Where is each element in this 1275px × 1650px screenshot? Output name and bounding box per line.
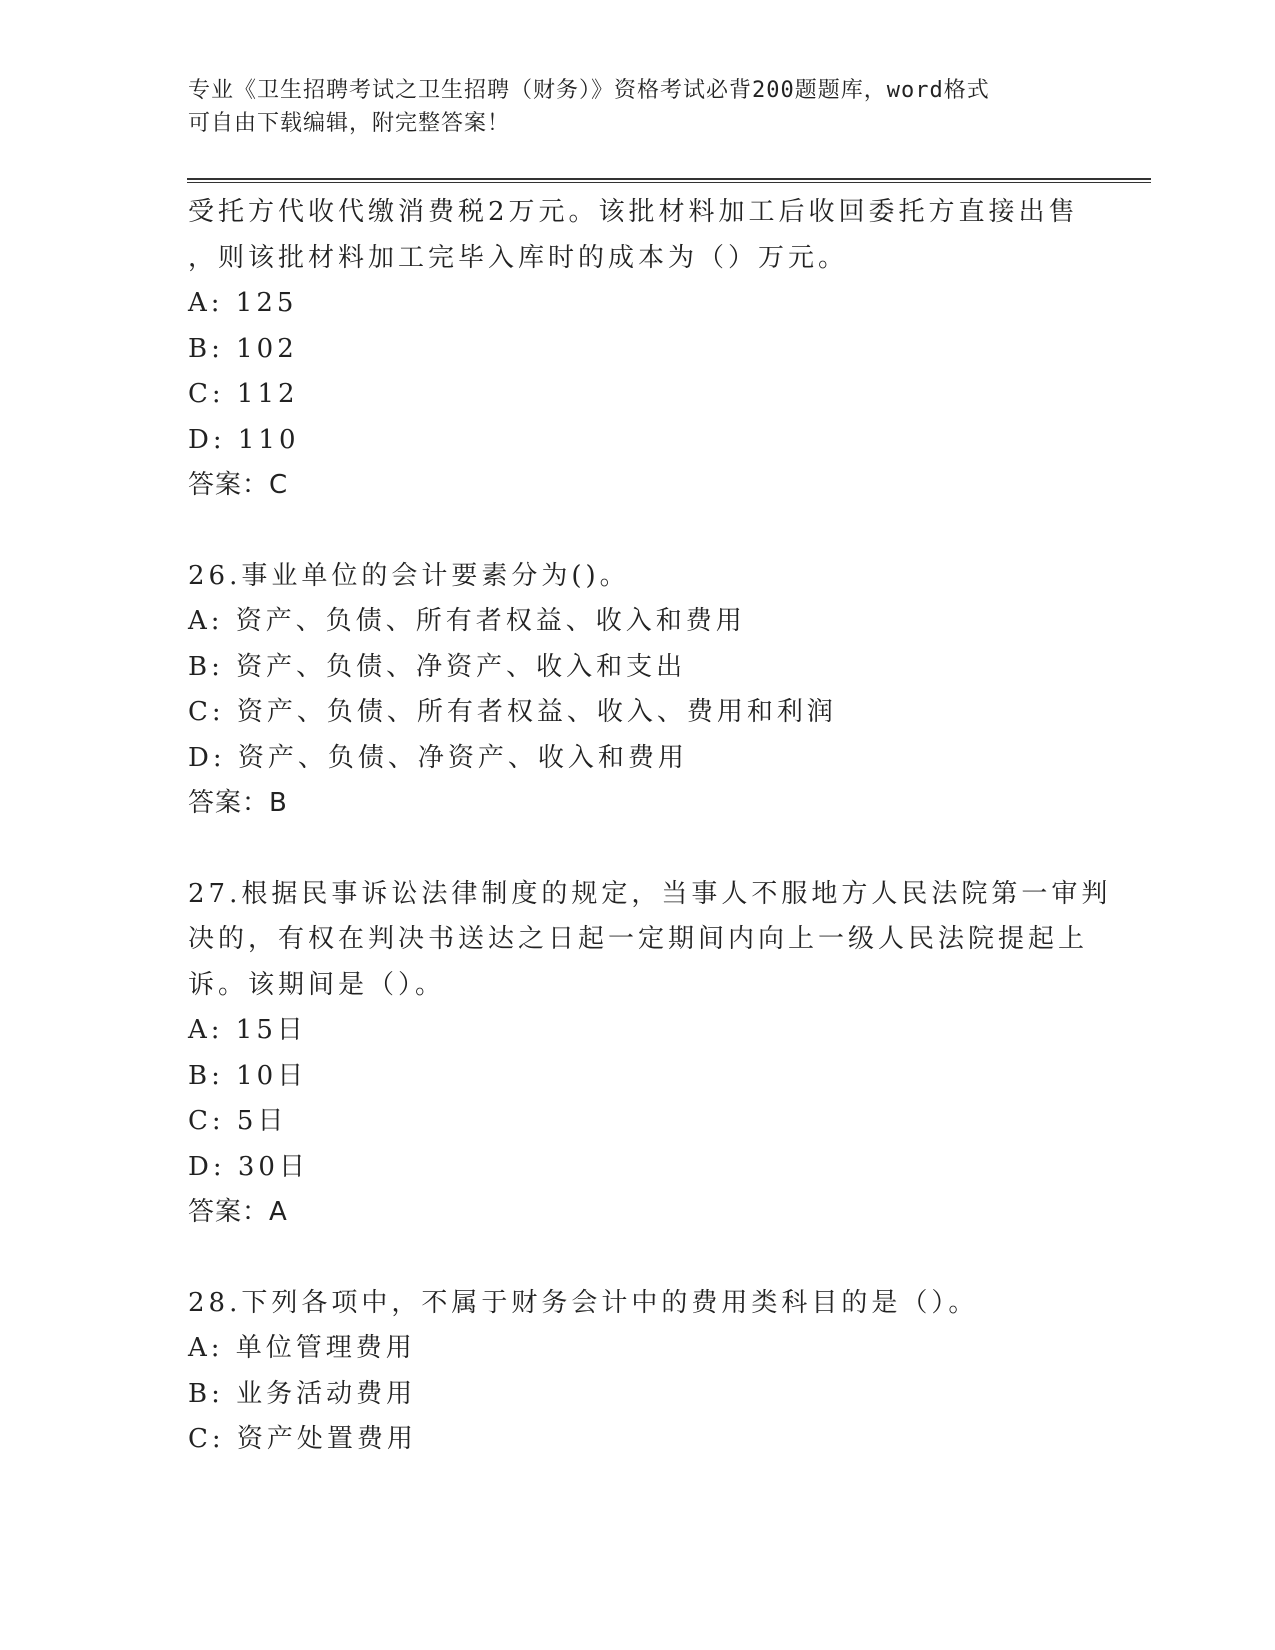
answer: 答案：C (188, 470, 289, 500)
question-list (188, 190, 1112, 1463)
spacer (188, 1236, 1088, 1281)
spacer (188, 827, 1088, 872)
option-d: D: 30日 (188, 1151, 309, 1182)
answer: 答案：B (188, 788, 288, 818)
question-26 (188, 554, 1088, 827)
question-text: 28.下列各项中，不属于财务会计中的费用类科目的是（）。 (188, 1287, 979, 1318)
answer: 答案：A (188, 1197, 288, 1227)
option-c: C: 资产处置费用 (188, 1424, 417, 1454)
question-text: 27.根据民事诉讼法律制度的规定，当事人不服地方人民法院第一审判 (188, 878, 1112, 909)
question-text: 诉。该期间是（）。 (188, 969, 446, 1000)
option-b: B: 业务活动费用 (188, 1378, 417, 1409)
question-27 (188, 872, 1112, 1236)
header-line-1: 专业《卫生招聘考试之卫生招聘（财务）》资格考试必背200题题库，word格式 (188, 78, 990, 103)
option-b: B: 102 (188, 333, 298, 364)
option-b: B: 10日 (188, 1060, 308, 1091)
option-d: D: 资产、负债、净资产、收入和费用 (188, 742, 688, 773)
option-a: A: 单位管理费用 (188, 1333, 416, 1363)
spacer (188, 509, 1088, 554)
question-28 (188, 1281, 1088, 1463)
option-a: A: 资产、负债、所有者权益、收入和费用 (188, 606, 746, 636)
option-d: D: 110 (188, 424, 300, 455)
option-a: A: 15日 (188, 1015, 307, 1045)
question-25 (188, 190, 1088, 509)
option-c: C: 112 (188, 379, 299, 409)
question-text: ，则该批材料加工完毕入库时的成本为（）万元。 (188, 242, 849, 273)
question-text: 受托方代收代缴消费税2万元。该批材料加工后收回委托方直接出售 (188, 197, 1079, 227)
option-b: B: 资产、负债、净资产、收入和支出 (188, 651, 687, 682)
option-c: C: 5日 (188, 1106, 288, 1136)
question-text: 决的，有权在判决书送达之日起一定期间内向上一级人民法院提起上 (188, 924, 1089, 954)
option-c: C: 资产、负债、所有者权益、收入、费用和利润 (188, 697, 837, 727)
document-header (188, 74, 1088, 140)
option-a: A: 125 (188, 288, 298, 318)
question-text: 26.事业单位的会计要素分为()。 (188, 560, 630, 591)
header-line-2: 可自由下载编辑，附完整答案！ (188, 111, 511, 136)
header-divider (187, 178, 1151, 183)
